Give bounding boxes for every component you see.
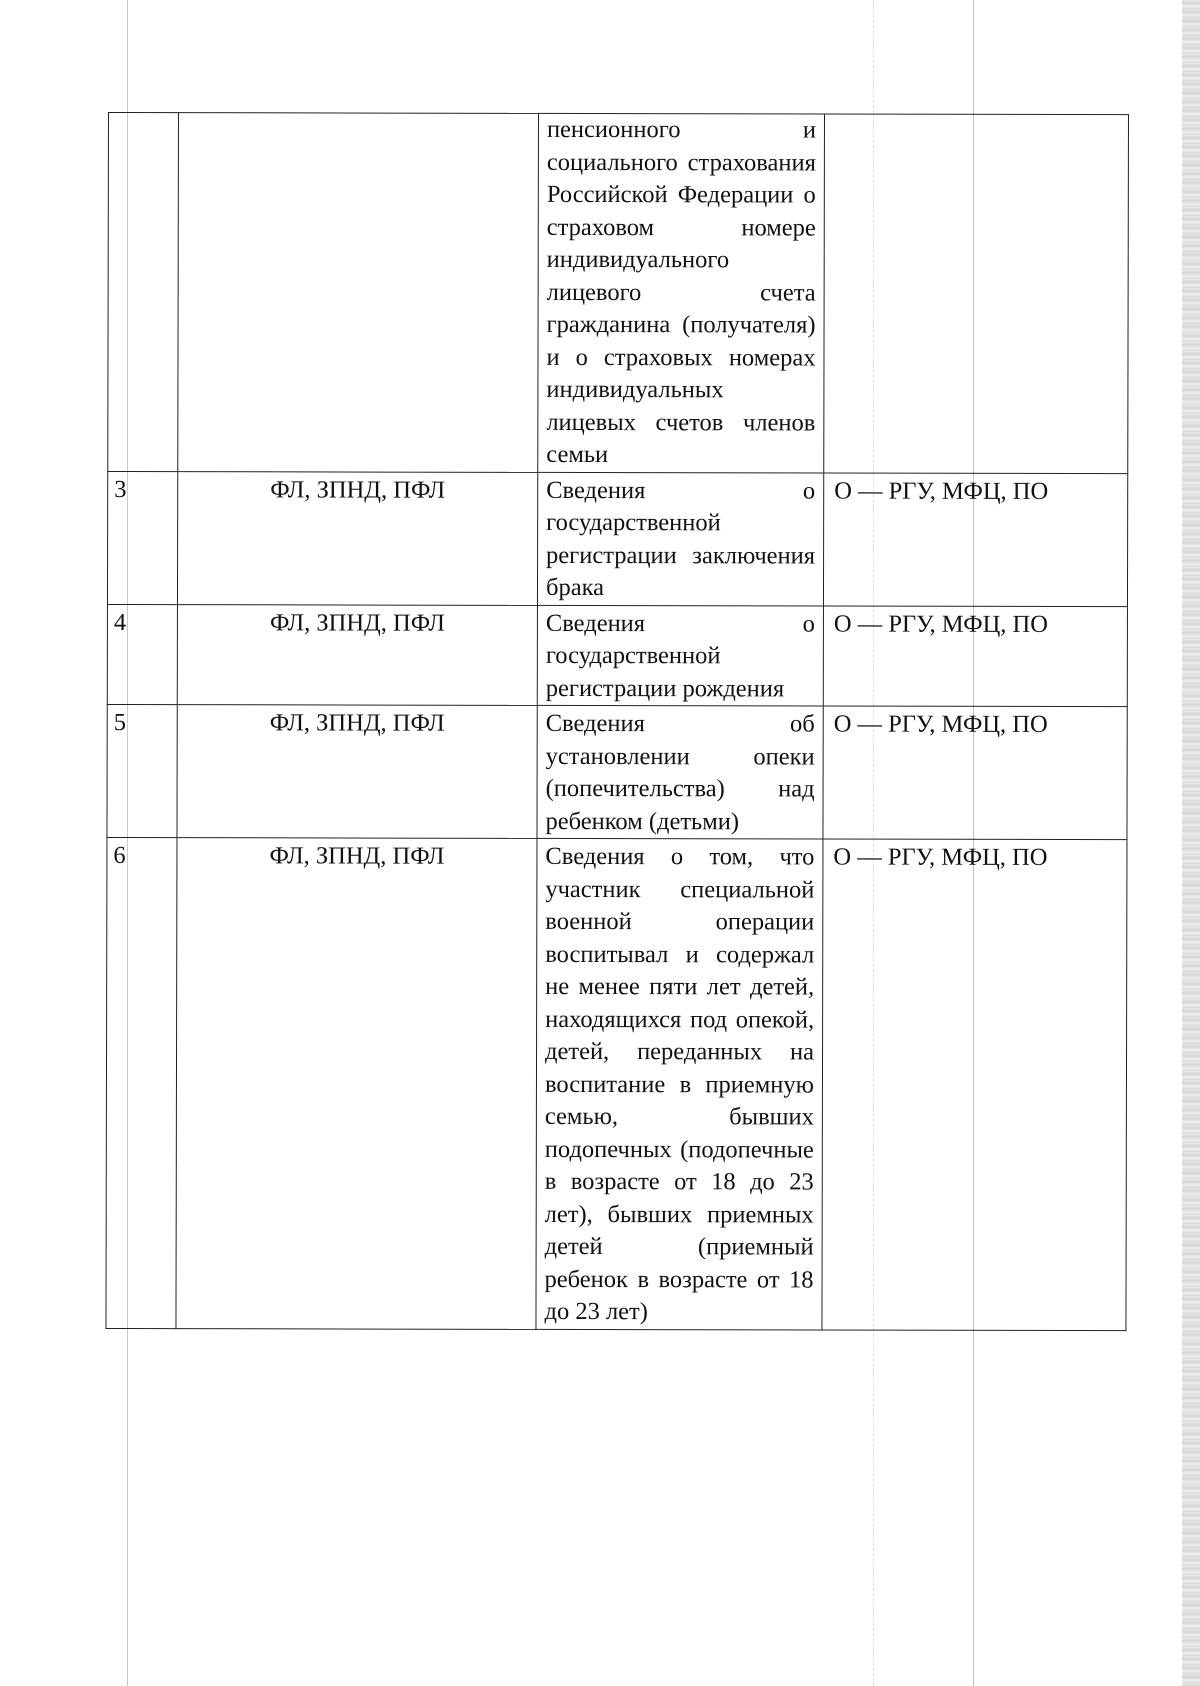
document-description: Сведения о государственной регистрации заключения брака <box>537 472 823 606</box>
document-description: Сведения о том, что участник специальной военной операции воспитывал и содержал не менее пяти лет детей, находящихся под опекой, детей, переданных на воспитание в приемную семью, бывших подопечных (подопечные в возрасте от 18 до 23 лет), бывших приемных детей (приемный ребенок в возрасте от 18 до 23 лет) <box>536 838 823 1329</box>
document-description: Сведения о государственной регистрации рождения <box>537 605 823 706</box>
submission-channels: О — РГУ, МФЦ, ПО <box>823 472 1127 606</box>
documents-table <box>105 112 1129 1331</box>
row-number <box>108 113 179 472</box>
document-description: пенсионного и социального страхования Российской Федерации о страховом номере индивидуального лицевого счета гражданина (получателя) и о страховых номерах индивидуальных лицевых счетов членов семьи <box>538 113 825 472</box>
submission-channels: О — РГУ, МФЦ, ПО <box>823 605 1127 706</box>
table-row <box>107 704 1127 839</box>
submission-channels: О — РГУ, МФЦ, ПО <box>822 839 1127 1330</box>
row-number: 5 <box>107 704 177 837</box>
document-page <box>105 112 1128 1331</box>
scan-page-edge <box>1182 0 1200 1686</box>
submission-channels: О — РГУ, МФЦ, ПО <box>823 706 1127 840</box>
applicant-categories: ФЛ, ЗПНД, ПФЛ <box>176 838 537 1329</box>
row-number: 4 <box>107 604 177 705</box>
applicant-categories: ФЛ, ЗПНД, ПФЛ <box>177 471 537 605</box>
applicant-categories: ФЛ, ЗПНД, ПФЛ <box>177 604 537 705</box>
submission-channels <box>824 114 1129 473</box>
document-description: Сведения об установлении опеки (попечительства) над ребенком (детьми) <box>537 705 823 839</box>
table-row <box>107 471 1127 606</box>
applicant-categories: ФЛ, ЗПНД, ПФЛ <box>177 705 537 839</box>
row-number: 3 <box>107 471 177 604</box>
table-row <box>108 113 1129 474</box>
applicant-categories <box>178 113 539 472</box>
row-number: 6 <box>106 837 177 1328</box>
table-row <box>107 604 1127 707</box>
table-row <box>106 837 1127 1330</box>
